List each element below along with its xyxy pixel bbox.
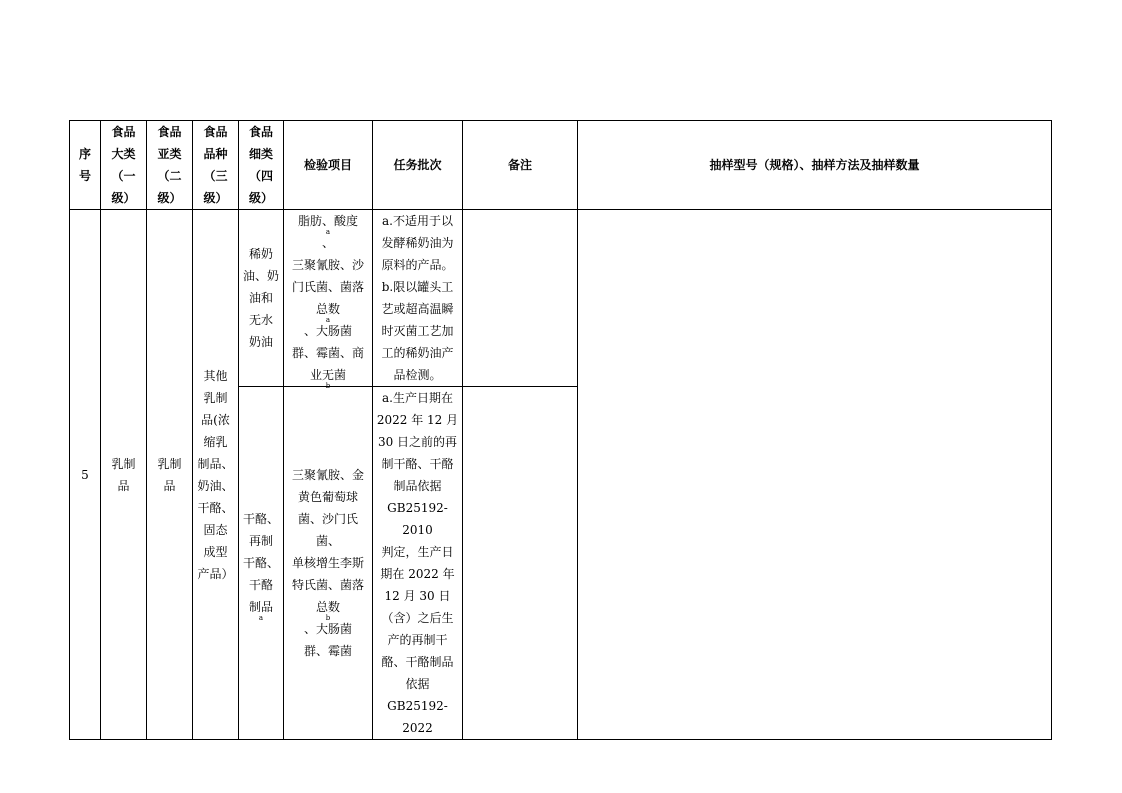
cell-cat2: 乳制 品 — [147, 210, 193, 740]
header-batch: 任务批次 — [373, 121, 463, 210]
header-seq: 序 号 — [70, 121, 101, 210]
cell-cat1: 乳制 品 — [101, 210, 147, 740]
cell-remark-cheese — [463, 387, 578, 740]
sampling-table — [69, 120, 1052, 740]
table-row — [70, 210, 1052, 387]
header-cat1: 食品 大类 （一 级） — [101, 121, 147, 210]
cell-items-cream: 脂肪、酸度 a 、 三聚氰胺、沙 门氏菌、菌落 总数 a 、大肠菌 群、霉菌、商 业无菌 b — [284, 210, 373, 387]
cell-batch-cheese: a.生产日期在 2022 年 12 月 30 日之前的再 制干酪、干酪 制品依据 GB25192-2010 判定，生产日 期在 2022 年 12 月 30 日 （含）之后生 产的再制干 酪、干酪制品 依据 GB25192-2022 — [373, 387, 463, 740]
cell-sampling — [578, 210, 1052, 740]
cell-seq: 5 — [70, 210, 101, 740]
cell-cat4-cream: 稀奶 油、奶 油和 无水 奶油 — [239, 210, 284, 387]
cell-items-cheese: 三聚氰胺、金 黄色葡萄球 菌、沙门氏菌、 单核增生李斯 特氏菌、菌落 总数 b 、大肠菌 群、霉菌 — [284, 387, 373, 740]
cell-batch-cream: a.不适用于以 发酵稀奶油为 原料的产品。 b.限以罐头工 艺或超高温瞬 时灭菌工艺加 工的稀奶油产 品检测。 — [373, 210, 463, 387]
header-sampling: 抽样型号（规格）、抽样方法及抽样数量 — [578, 121, 1052, 210]
header-cat2: 食品 亚类 （二 级） — [147, 121, 193, 210]
header-remark: 备注 — [463, 121, 578, 210]
header-items: 检验项目 — [284, 121, 373, 210]
header-cat3: 食品 品种 （三 级） — [193, 121, 239, 210]
cell-cat3: 其他 乳制 品(浓 缩乳 制品、 奶油、 干酪、 固态 成型 产品） — [193, 210, 239, 740]
cell-cat4-cheese: 干酪、 再制 干酪、 干酪 制品 a — [239, 387, 284, 740]
header-row — [70, 121, 1052, 210]
cell-remark-cream — [463, 210, 578, 387]
header-cat4: 食品 细类 （四 级） — [239, 121, 284, 210]
